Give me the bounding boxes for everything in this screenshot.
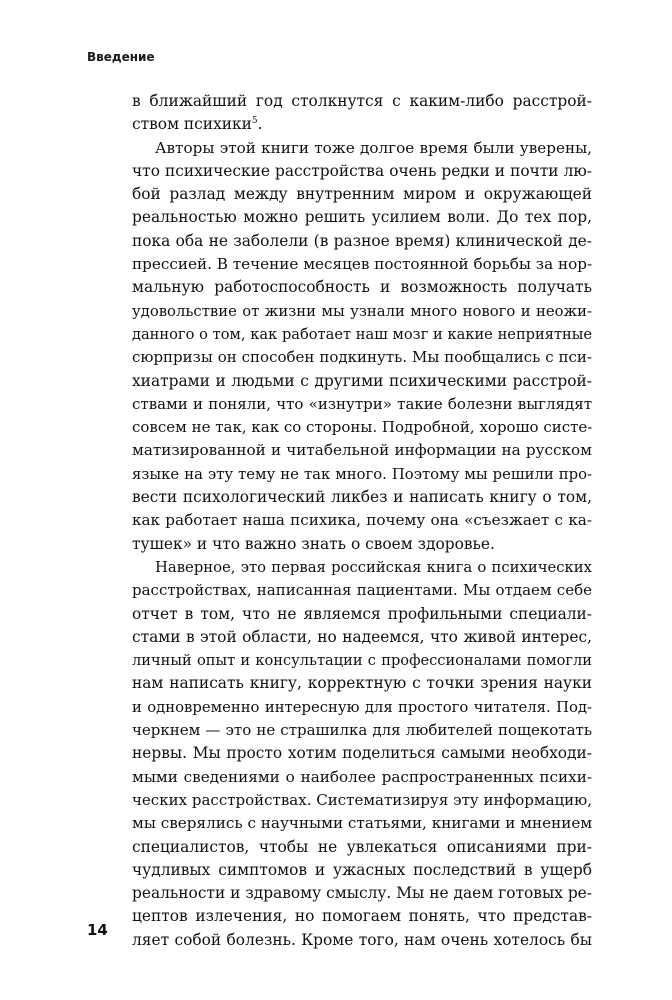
text-line: чудливых симптомов и ужасных последствий в ущерб (132, 860, 592, 879)
text-line: личный опыт и консультации с профессионалами помогли (132, 652, 592, 670)
text-span: . (257, 115, 263, 134)
text-line: языке на эту тему не так много. Поэтому мы решили про- (132, 465, 592, 483)
text-line: сюрпризы он способен подкинуть. Мы пообщались с пси- (132, 348, 592, 367)
text-line: матизированной и читабельной информации на русском (132, 441, 592, 460)
text-line: Наверное, это первая российская книга о психических (155, 558, 592, 576)
text-line: ствами и поняли, что «изнутри» такие болезни выглядят (132, 394, 592, 413)
footnote-marker: 5 (251, 116, 258, 127)
body-text (132, 90, 592, 952)
page-number: 14 (87, 921, 108, 939)
running-head: Введение (87, 50, 155, 64)
text-line: данного о том, как работает наш мозг и какие неприятные (132, 325, 592, 343)
text-line: мыми сведениями о наиболее распространенных психи- (132, 767, 592, 786)
text-line: тушек» и что важно знать о своем здоровье. (132, 534, 495, 553)
text-line: расстройствах, написанная пациентами. Мы отдаем себе (132, 581, 592, 600)
text-line: Авторы этой книги тоже долгое время были уверены, (155, 138, 592, 157)
text-line: как работает наша психика, почему она «съезжает с ка- (132, 511, 592, 530)
text-line-with-footnote (132, 113, 592, 136)
text-line: реальности и здравому смыслу. Мы не даем готовых ре- (132, 884, 592, 903)
text-line: удовольствие от жизни мы узнали много нового и неожи- (132, 302, 592, 320)
text-line: реальностью можно решить усилием воли. До тех пор, (132, 208, 592, 227)
text-line: отчет в том, что не являемся профильными специали- (132, 604, 592, 623)
text-line: специалистов, чтобы не увлекаться описаниями при- (132, 837, 592, 856)
text-span: ством психики (132, 115, 252, 134)
text-line: цептов излечения, но помогаем понять, что представ- (132, 907, 592, 926)
text-line: бой разлад между внутренним миром и окружающей (132, 185, 592, 204)
text-line: что психические расстройства очень редки и почти лю- (132, 161, 592, 180)
text-line: ческих расстройствах. Систематизируя эту информацию, (132, 790, 592, 809)
text-line: мы сверялись с научными статьями, книгами и мнением (132, 814, 593, 833)
text-line: пока оба не заболели (в разное время) клинической де- (132, 231, 592, 250)
text-line: и одновременно интересную для простого читателя. Под- (132, 698, 592, 716)
text-line: прессией. В течение месяцев постоянной борьбы за нор- (132, 255, 593, 274)
text-line: черкнем — это не страшилка для любителей пощекотать (132, 721, 592, 740)
text-line: нервы. Мы просто хотим поделиться самыми необходи- (132, 744, 592, 763)
text-line: мальную работоспособность и возможность получать (132, 278, 592, 297)
text-line: хиатрами и людьми с другими психическими расстрой- (132, 371, 592, 390)
text-line: в ближайший год столкнутся с каким-либо расстрой- (132, 92, 592, 110)
text-line: вести психологический ликбез и написать книгу о том, (132, 488, 592, 507)
text-line: ляет собой болезнь. Кроме того, нам очень хотелось бы (132, 930, 592, 949)
text-line: стами в этой области, но надеемся, что живой интерес, (132, 627, 592, 646)
text-line: нам написать книгу, корректную с точки зрения науки (132, 674, 592, 693)
text-line: совсем не так, как со стороны. Подробной, хорошо систе- (132, 418, 593, 437)
